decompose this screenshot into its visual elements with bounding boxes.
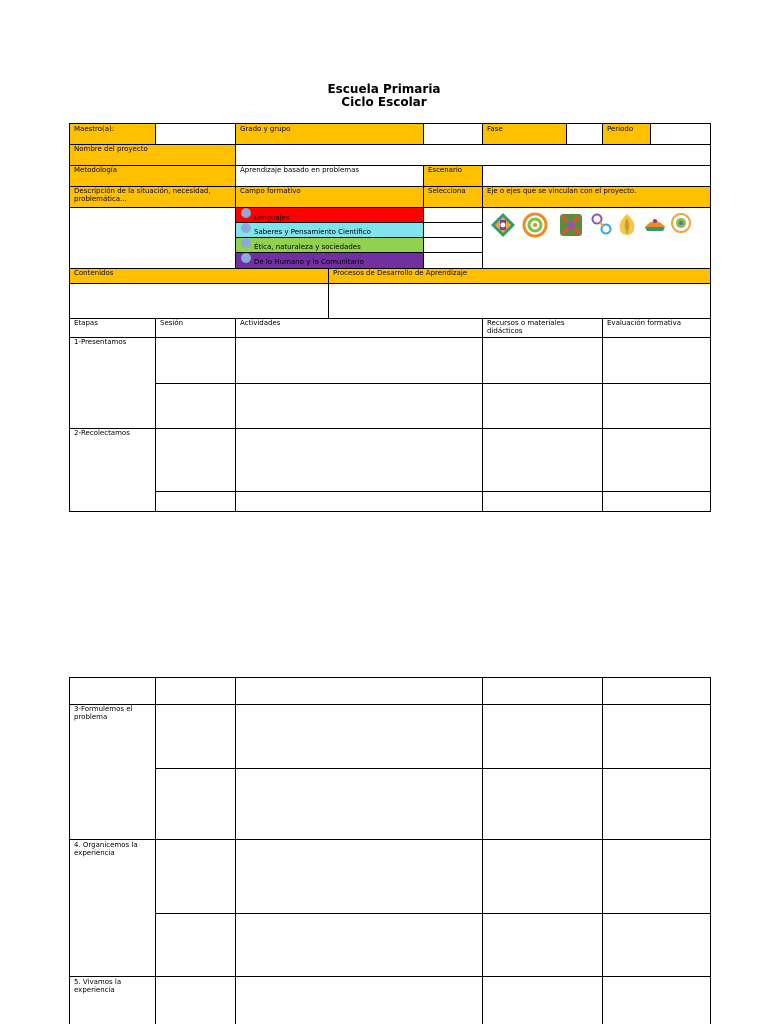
- grid-line: [602, 123, 603, 144]
- fase-field[interactable]: [567, 124, 603, 144]
- grid-line: [155, 123, 156, 144]
- grid-line: [69, 704, 711, 705]
- campo-lenguajes-dot: [241, 208, 251, 218]
- nombre-proyecto-label: Nombre del proyecto: [70, 144, 236, 165]
- grid-line: [236, 252, 483, 253]
- grid-line: [602, 318, 603, 512]
- grid-line: [69, 318, 711, 319]
- campo-lenguajes-label: Lenguajes: [254, 214, 290, 222]
- grid-line: [155, 677, 156, 1024]
- maestro-field[interactable]: [156, 124, 236, 144]
- grid-line: [69, 144, 711, 145]
- pensamiento-critico-icon[interactable]: [522, 212, 548, 238]
- escenario-field[interactable]: [483, 165, 710, 186]
- campo-etica-dot: [241, 238, 251, 248]
- grid-line: [69, 677, 70, 1024]
- grid-line: [710, 677, 711, 1024]
- grid-line: [69, 511, 711, 512]
- header-recursos: Recursos o materiales didácticos: [487, 319, 565, 335]
- grado-field[interactable]: [424, 124, 483, 144]
- periodo-field[interactable]: [651, 124, 710, 144]
- grid-line: [69, 207, 711, 208]
- lectura-escritura-icon[interactable]: [643, 212, 667, 236]
- etapa-formulemos: 3-Formulemos el problema: [74, 705, 133, 721]
- grid-line: [69, 165, 711, 166]
- etapa-presentamos: 1-Presentamos: [74, 338, 127, 346]
- grid-line: [69, 123, 70, 512]
- grid-line: [710, 123, 711, 512]
- escenario-label: Escenario: [424, 165, 483, 186]
- grid-line: [482, 318, 483, 512]
- grid-line: [156, 913, 711, 914]
- header-actividades: Actividades: [240, 319, 281, 327]
- grado-label: Grado y grupo: [236, 124, 424, 144]
- grid-line: [423, 123, 424, 144]
- grid-line: [69, 428, 711, 429]
- grid-line: [482, 677, 483, 1024]
- grid-line: [156, 383, 711, 384]
- descripcion-label: Descripción de la situación, necesidad, problemática...: [70, 186, 236, 207]
- maestro-label: Maestro(a):: [70, 124, 156, 144]
- grid-line: [482, 165, 483, 268]
- grid-line: [236, 222, 483, 223]
- grid-line: [235, 677, 236, 1024]
- etapa-organicemos: 4. Organicemos la experiencia: [74, 841, 138, 857]
- grid-line: [69, 283, 711, 284]
- grid-line: [69, 123, 711, 124]
- metodologia-label: Metodología: [70, 165, 236, 186]
- periodo-label: Periodo: [603, 124, 651, 144]
- metodologia-value: Aprendizaje basado en problemas: [240, 166, 360, 174]
- grid-line: [423, 165, 424, 268]
- header-evaluacion: Evaluación formativa: [607, 319, 681, 327]
- school-title: Escuela Primaria: [327, 82, 441, 96]
- campo-humano-dot: [241, 253, 251, 263]
- vida-saludable-icon[interactable]: [616, 212, 638, 238]
- artes-icon[interactable]: [670, 212, 692, 234]
- selecciona-label: Selecciona: [424, 186, 483, 207]
- header-sesion: Sesión: [160, 319, 184, 327]
- fase-label: Fase: [483, 124, 567, 144]
- grid-line: [69, 839, 711, 840]
- campo-saberes-label: Saberes y Pensamiento Científico: [254, 228, 371, 236]
- grid-line: [69, 976, 711, 977]
- campo-humano-label: De lo Humano y lo Comunitario: [254, 258, 364, 266]
- campo-etica-label: Ética, naturaleza y sociedades: [254, 243, 361, 251]
- pda-label: Procesos de Desarrollo de Aprendizaje: [329, 268, 710, 283]
- grid-line: [155, 318, 156, 512]
- grid-line: [156, 491, 711, 492]
- header-etapas: Etapas: [74, 319, 98, 327]
- grid-line: [235, 123, 236, 268]
- grid-line: [69, 186, 711, 187]
- ejes-label: Eje o ejes que se vinculan con el proyecto.: [483, 186, 710, 207]
- grid-line: [650, 123, 651, 144]
- grid-line: [328, 268, 329, 318]
- grid-line: [69, 677, 711, 678]
- etapa-recolectamos: 2-Recolectamos: [74, 429, 130, 437]
- grid-line: [69, 268, 711, 269]
- grid-line: [236, 237, 483, 238]
- grid-line: [566, 123, 567, 144]
- grid-line: [69, 337, 711, 338]
- inclusion-icon[interactable]: [490, 212, 516, 238]
- campo-formativo-label: Campo formativo: [236, 186, 424, 207]
- school-cycle: Ciclo Escolar: [341, 95, 427, 109]
- contenidos-label: Contenidos: [70, 268, 329, 283]
- campo-saberes-dot: [241, 223, 251, 233]
- nombre-proyecto-field[interactable]: [236, 144, 710, 165]
- grid-line: [482, 123, 483, 144]
- igualdad-genero-icon[interactable]: [590, 212, 614, 238]
- grid-line: [602, 677, 603, 1024]
- interculturalidad-icon[interactable]: [558, 212, 584, 238]
- grid-line: [235, 318, 236, 512]
- etapa-vivamos: 5. Vivamos la experiencia: [74, 978, 122, 994]
- grid-line: [156, 768, 711, 769]
